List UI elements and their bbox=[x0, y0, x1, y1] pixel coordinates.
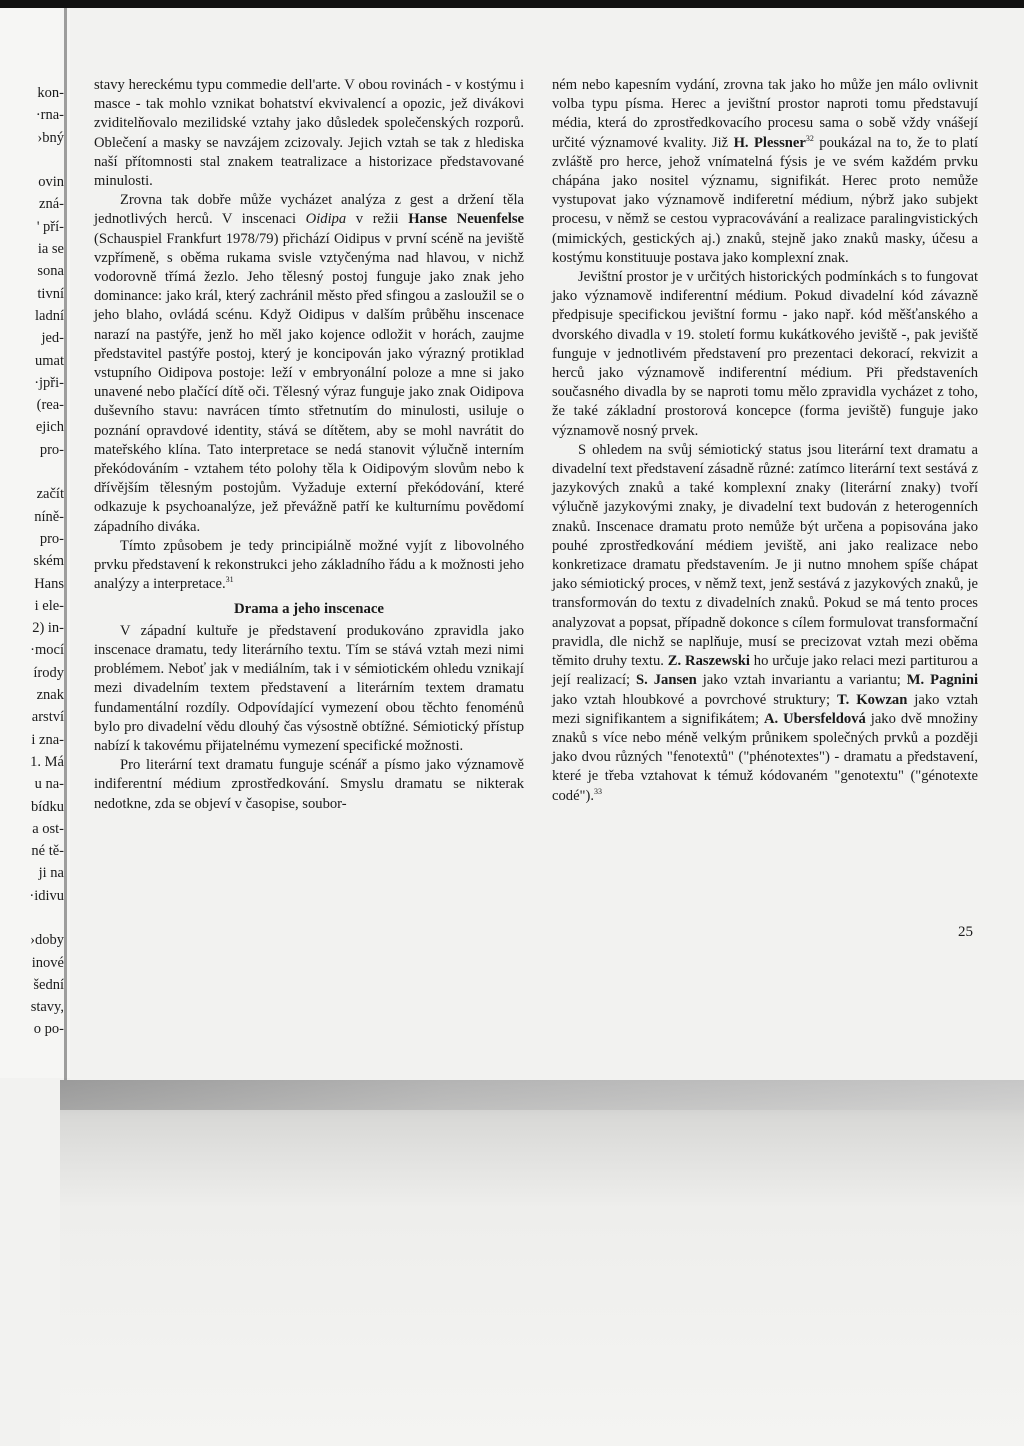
book-spine bbox=[64, 8, 67, 1148]
section-heading: Drama a jeho inscenace bbox=[234, 601, 384, 618]
facing-page-fragment: sona bbox=[37, 263, 64, 280]
facing-page-fragment: 1. Má bbox=[30, 753, 64, 770]
facing-page-fragment: ejich bbox=[35, 419, 64, 436]
facing-page-fragment: pro- bbox=[39, 441, 64, 458]
facing-page-fragment bbox=[2, 461, 64, 483]
paragraph: Pro literární text dramatu funguje scénář a písmo jako významově indiferentní médium zprostředkování. Smyslu dramatu se nikterak nedotkne, zda se objeví v časopise, soubor- bbox=[94, 757, 524, 812]
text-run: v režii bbox=[346, 211, 409, 228]
facing-page-fragment: níně- bbox=[34, 508, 64, 525]
paragraph bbox=[552, 441, 978, 806]
facing-page-fragment: Hans bbox=[34, 575, 64, 592]
facing-page-fragment: i zna- bbox=[31, 731, 64, 748]
facing-page-fragment: ›doby bbox=[30, 932, 64, 949]
facing-page-fragment: umat bbox=[35, 352, 64, 369]
text-run: Zrovna tak dobře může vycházet analýza z gest a držení těla jednotlivých herců. V inscenaci bbox=[94, 192, 524, 228]
facing-page-fragment bbox=[2, 149, 64, 171]
facing-page-fragment: ia se bbox=[37, 241, 64, 258]
facing-page-fragment: u na- bbox=[34, 776, 64, 793]
facing-page-fragment: ›bný bbox=[37, 129, 64, 146]
facing-page-fragment: ladní bbox=[35, 307, 64, 324]
facing-page-fragment: írody bbox=[33, 664, 64, 681]
facing-page-fragment bbox=[2, 907, 64, 929]
author-name: A. Ubersfeldová bbox=[763, 710, 866, 727]
facing-page-fragment: ji na bbox=[38, 865, 64, 882]
text-run: poukázal na to, že to platí zvláště pro herce, jehož vnímatelná fýsis je ve svém každém prvku chápána jako nositel významu, signifikát. Herec proto nemůže vystupovat jako významově indiferetní médium, nýbrž jako subjekt procesu, v němž se cestou vypracovávání a realizace paralingvistických (mimických, gestických aj.) znaků, stejně jako znaků masky, účesu a kostýmu konstituuje postava jako komplexní znak. bbox=[552, 134, 978, 266]
text-run: S ohledem na svůj sémiotický status jsou literární text dramatu a divadelní text představení zásadně různé: zatímco literární text sestává z jazykových znaků a také komplexní znaky (literární znaky) tvoří výlučně jazykovými znaky, je divadelní text budován z heterogenních znaků. Inscenace dramatu proto nemůže být určena a popisována jako pouhé zprostředkování médiem jeviště, ani jako realizace nebo konkretizace dramatu představením. Je ji nutno mnohem spíše chápat jako sémiotický proces, v němž text, jenž sestává z jazykových znaků, je transformován do textu z divadelních znaků. Pokud se má tento proces analyzovat a popsat, případně dokonce s cílem formulovat transformační pravidla, dle nichž se naplňuje, musí se precizovat vztah mezi oběma těmito druhy textu. bbox=[552, 441, 978, 670]
facing-page-fragment: arství bbox=[31, 709, 64, 726]
facing-page-fragment: ském bbox=[33, 553, 64, 570]
paragraph bbox=[552, 76, 978, 268]
paragraph: V západní kultuře je představení produkováno zpravidla jako inscenace dramatu, tedy literárního textu. Tím se stává vztah mezi nimi problémem. Neboť jak v mediálním, tak i v sémiotickém ohledu vznikají mezi divadelním textem představení a literárním textem dramatu fundamentální rozdíly. Odpovídající vymezení obou těchto fenoménů bylo pro divadelní vědu dlouhý čas výsostně obtížné. Sémiotický přístup nabízí k takovému přijatelnému vymezení specifické možnosti. bbox=[94, 622, 524, 754]
facing-page-fragment: 2) in- bbox=[32, 620, 64, 637]
column-left bbox=[94, 76, 524, 814]
author-name: S. Jansen bbox=[636, 672, 697, 689]
facing-page-fragment: a ost- bbox=[32, 820, 64, 837]
text-run: ho určuje jako relaci mezi partiturou a její realizací; bbox=[552, 653, 979, 689]
paragraph: Jevištní prostor je v určitých historických podmínkách s to fungovat jako významově indiferentní médium. Pokud divadelní kód závazně předpisuje specifickou jevištní formu - jako např. kód měšťanského a dvorského divadla v 19. století formu kukátkového jeviště -, pak jeviště funguje v jednotlivém představení pro prezentaci dekorací, rekvizit a herců jako významově indiferentní médium. Při představeních současného divadla by se naproti tomu mělo zpravidla vycházet z toho, že také základní prostorová koncepce (forma jeviště) funguje jako významově nosný prvek. bbox=[552, 269, 978, 439]
facing-page-fragment: ·idivu bbox=[29, 887, 64, 904]
facing-page-fragment: kon- bbox=[37, 85, 64, 101]
paragraph: stavy hereckému typu commedie dell'arte. V obou rovinách - v kostýmu i masce - tak mohlo vznikat bohatství ekvivalencí a opozic, jež divákovi zviditelňovalo mezilidské vztahy jako důsledek společenských rozporů. Oblečení a masky se navzájem zcizovaly. Jejich vztah se tak z hlediska naší přítomnosti stal znakem teatralizace a historizace představované minulosti. bbox=[94, 77, 524, 190]
facing-page-fragment: zná- bbox=[39, 196, 64, 213]
text-run: (Schauspiel Frankfurt 1978/79) přichází Oidipus v první scéně na jeviště vzpřímeně, s oběma rukama svisle vztyčenýma nad hlavou, v nichž vodorovně třímá žezlo. Jeho tělesný postoj funguje jako znak jeho dominance: jako král, který zachránil město před sfingou a zasloužil se o jeho blaho, ovládá scénu. Když Oidipus v dalším průběhu inscenace narazí na pastýře, jenž ho měl jako kojence odložit v horách, zaujme představitel pastýře postoj, který je koncipován jako výrazný protiklad vstupního Oidipova postoje: leží v embryonální poloze a mne si jako unavené nebo plačící dítě oči. Tělesný výraz funguje jako znak Oidipova duševního stavu: navrácen tímto střetnutím do minulosti, usiluje o poznání opravdové identity, stává se dítětem, aby se mohl navrátit do mateřského klína. Tato interpretace se nedá stanovit výlučně interním překódováním - vztahem této polohy těla k Oidipovým slovům nebo k dřívějším tělesným postojům. Vyžaduje externí překódování, které odkazuje k psychoanalýze, jež převážně patří ke kulturnímu povědomí západního diváka. bbox=[94, 230, 524, 535]
facing-page-fragment: né tě- bbox=[31, 843, 64, 860]
facing-page-fragment: (rea- bbox=[36, 397, 64, 414]
facing-page-fragment: znak bbox=[36, 687, 64, 704]
facing-page-fragments bbox=[2, 82, 64, 1041]
column-right bbox=[552, 76, 978, 806]
facing-page-fragment: ovin bbox=[38, 174, 64, 191]
facing-page-fragment: stavy, bbox=[30, 999, 64, 1016]
author-name: Hanse Neuenfelse bbox=[408, 211, 524, 228]
facing-page-fragment: šední bbox=[33, 976, 64, 993]
text-run: jako vztah invariantu a variantu; bbox=[696, 672, 907, 689]
page-number: 25 bbox=[958, 924, 973, 940]
italic-title: Oidipa bbox=[305, 211, 347, 228]
author-name: Z. Raszewski bbox=[667, 653, 750, 670]
text-run: jako vztah hloubkové a povrchové struktury; bbox=[552, 691, 837, 708]
footnote-ref: 33 bbox=[594, 786, 603, 796]
footnote-ref: 32 bbox=[805, 133, 814, 143]
facing-page-fragment: bídku bbox=[30, 798, 64, 815]
author-name: M. Pagnini bbox=[906, 672, 978, 689]
author-name: T. Kowzan bbox=[836, 691, 908, 708]
paragraph bbox=[94, 537, 524, 595]
facing-page-fragment: tivní bbox=[37, 285, 64, 302]
facing-page-fragment: ·jpři- bbox=[34, 374, 64, 391]
facing-page-fragment: o po- bbox=[33, 1021, 64, 1038]
text-run: jako dvě množiny znaků s více nebo méně velkým průnikem společných prvků a později jako dvou různých "fenotextů" ("phénotextes") - dramatu a představení, které je třeba vztahovat k témuž kódovaném "genotextu" ("génotexte codé"). bbox=[552, 710, 978, 804]
facing-page-fragment: jed- bbox=[41, 330, 64, 347]
facing-page-fragment: i ele- bbox=[34, 597, 64, 614]
scan-shadow bbox=[60, 1080, 1024, 1446]
top-border bbox=[0, 0, 1024, 8]
text-run: ném nebo kapesním vydání, zrovna tak jako ho může jen málo ovlivnit volba typu písma. Herec a jevištní prostor naproti tomu představují média, která do zprostředkovacího procesu sama o sobě vždy vnášejí určité významové kvality. Již bbox=[552, 77, 978, 151]
scan-shadow-edge bbox=[60, 1080, 1024, 1110]
text-run: jako vztah mezi signifikantem a signifikátem; bbox=[552, 691, 979, 727]
paragraph bbox=[94, 191, 524, 537]
facing-page-fragment: ' pří- bbox=[36, 218, 64, 235]
facing-page-fragment: pro- bbox=[39, 530, 64, 547]
footnote-ref: 31 bbox=[225, 575, 234, 585]
facing-page-fragment: začít bbox=[36, 486, 64, 503]
facing-page-fragment: inové bbox=[31, 954, 64, 971]
facing-page-fragment: ·rna- bbox=[35, 107, 64, 124]
text-run: Tímto způsobem je tedy principiálně možné vyjít z libovolného prvku představení k rekonstrukci jeho základního řádu a k možnosti jeho analýzy a interpretace. bbox=[94, 537, 524, 593]
facing-page-fragment: ·mocí bbox=[30, 642, 64, 659]
author-name: H. Plessner bbox=[733, 134, 806, 151]
